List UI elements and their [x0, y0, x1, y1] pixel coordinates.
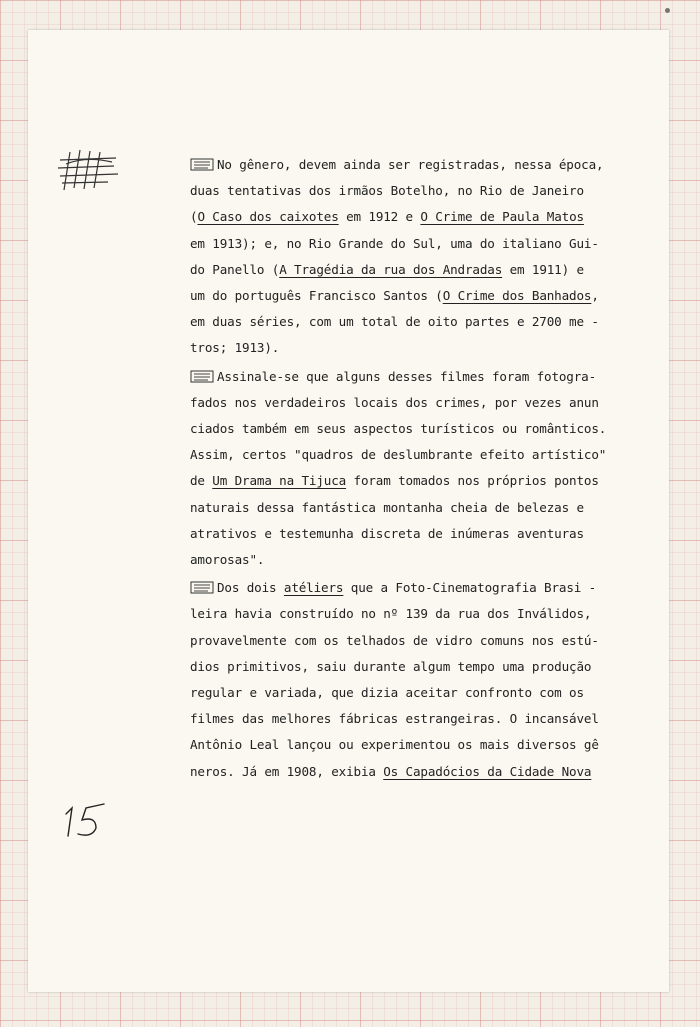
- text-line: [190, 231, 650, 257]
- text-line: [190, 495, 650, 521]
- text-line: [190, 283, 650, 309]
- text-segment: fados nos verdadeiros locais dos crimes, por vezes anun: [190, 394, 599, 410]
- text-line: [190, 759, 650, 785]
- text-segment: amorosas".: [190, 552, 265, 568]
- text-line: [190, 204, 650, 230]
- text-line: [190, 442, 650, 468]
- paragraph-mark-icon: [190, 370, 214, 383]
- text-segment: neros. Já em 1908, exibia: [190, 763, 384, 779]
- text-line: [190, 601, 650, 627]
- text-line: [190, 468, 650, 494]
- text-segment: provavelmente com os telhados de vidro comuns nos estú-: [190, 632, 599, 648]
- page-number: [62, 800, 114, 842]
- text-segment: em 1912 e: [338, 209, 421, 225]
- text-segment: filmes das melhores fábricas estrangeiras. O incansável: [190, 711, 599, 727]
- text-line: [190, 732, 650, 758]
- text-line: [190, 257, 650, 283]
- text-segment: foram tomados nos próprios pontos: [346, 473, 599, 489]
- text-segment: tros; 1913).: [190, 340, 280, 356]
- underlined-title: O Crime dos Banhados: [442, 288, 592, 304]
- text-line: [190, 575, 650, 601]
- text-line: [190, 628, 650, 654]
- text-segment: naturais dessa fantástica montanha cheia de belezas e: [190, 499, 584, 515]
- text-segment: Dos dois: [217, 580, 284, 596]
- underlined-title: atéliers: [283, 580, 344, 596]
- underlined-title: Os Capadócios da Cidade Nova: [383, 763, 592, 779]
- text-segment: ,: [591, 288, 599, 304]
- text-segment: Assinale-se que alguns desses filmes foram fotogra-: [217, 368, 597, 384]
- text-segment: atrativos e testemunha discreta de inúmeras aventuras: [190, 525, 584, 541]
- paragraph: [190, 152, 650, 362]
- text-line: [190, 178, 650, 204]
- underlined-title: O Caso dos caixotes: [197, 209, 339, 225]
- text-segment: em duas séries, com um total de oito partes e 2700 me -: [190, 314, 599, 330]
- paragraph: [190, 364, 650, 574]
- text-line: [190, 390, 650, 416]
- text-segment: ciados também em seus aspectos turísticos ou românticos.: [190, 421, 607, 437]
- text-line: [190, 309, 650, 335]
- text-segment: de: [190, 473, 213, 489]
- paragraph-mark-icon: [190, 158, 214, 171]
- text-segment: No gênero, devem ainda ser registradas, nessa época,: [217, 157, 604, 172]
- text-segment: (: [190, 209, 198, 225]
- text-line: [190, 706, 650, 732]
- text-segment: Assim, certos "quadros de deslumbrante efeito artístico": [190, 447, 607, 463]
- text-line: [190, 521, 650, 547]
- text-segment: dios primitivos, saiu durante algum tempo uma produção: [190, 658, 592, 674]
- text-segment: que a Foto-Cinematografia Brasi -: [343, 580, 597, 596]
- pushpin-hole: [665, 8, 670, 13]
- text-line: [190, 680, 650, 706]
- text-line: [190, 335, 650, 361]
- text-line: [190, 152, 650, 178]
- text-segment: um do português Francisco Santos (: [190, 288, 443, 304]
- text-segment: leira havia construído no nº 139 da rua dos Inválidos,: [190, 606, 592, 622]
- text-segment: Antônio Leal lançou ou experimentou os mais diversos gê: [190, 737, 599, 753]
- body-text: [190, 152, 650, 785]
- text-line: [190, 654, 650, 680]
- text-segment: em 1913); e, no Rio Grande do Sul, uma do italiano Gui-: [190, 235, 599, 251]
- text-segment: regular e variada, que dizia aceitar confronto com os: [190, 685, 584, 701]
- text-line: [190, 547, 650, 573]
- text-segment: do Panello (: [190, 261, 280, 277]
- underlined-title: A Tragédia da rua dos Andradas: [279, 261, 503, 277]
- text-line: [190, 364, 650, 390]
- text-segment: em 1911) e: [502, 261, 584, 277]
- underlined-title: O Crime de Paula Matos: [420, 209, 584, 225]
- text-segment: duas tentativas dos irmãos Botelho, no Rio de Janeiro: [190, 183, 584, 199]
- underlined-title: Um Drama na Tijuca: [212, 473, 347, 489]
- paragraph: [190, 575, 650, 785]
- text-line: [190, 416, 650, 442]
- paragraph-mark-icon: [190, 581, 214, 594]
- hash-scribble-icon: [56, 146, 122, 194]
